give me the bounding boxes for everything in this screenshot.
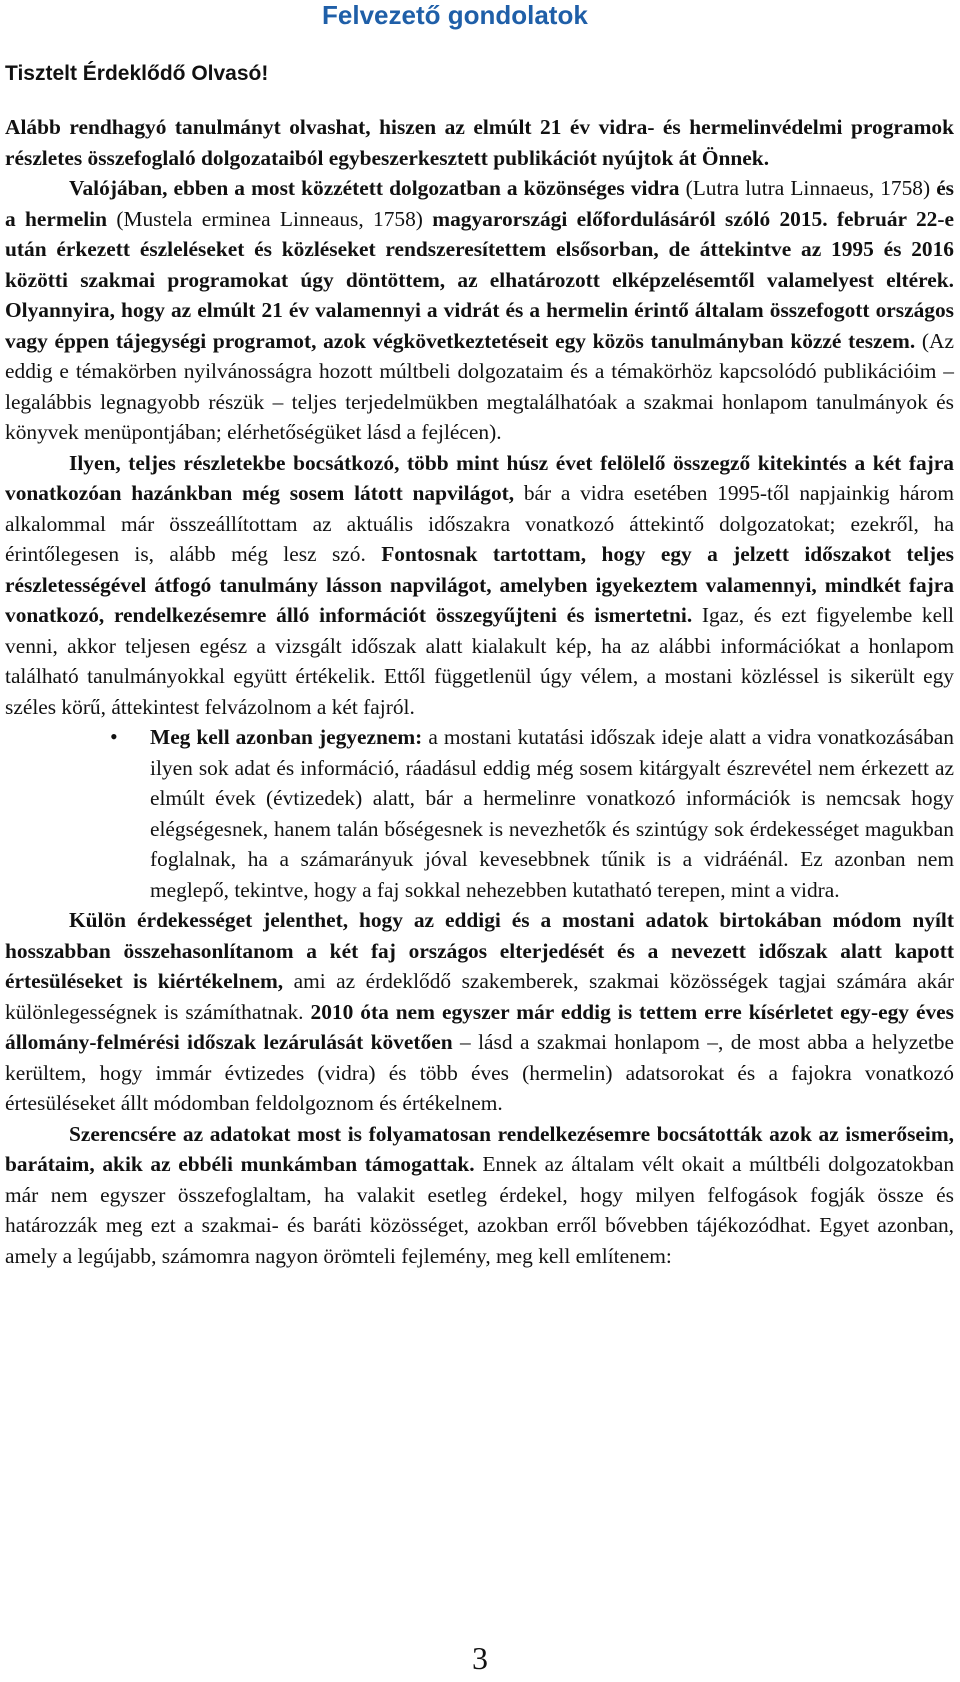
note-text: a mostani kutatási időszak ideje alatt a vidra vonatkozásában ilyen sok adat és információ, ráadásul eddig még sosem kitárgyalt észrevétel nem érkezett az elmúlt évek (évtizedek) alatt, bár a hermelinre vonatkozó információk is nemcsak hogy elégségesnek, hanem talán bőségesnek is nevezhetők és szintúgy sok érdekességet magukban foglalnak, ha a számarányuk jóval kevesebbnek tűnik is a vidráénál. Ez azonban nem meglepő, tekintve, hogy a faj sokkal nehezebben kutatható terepen, mint a vidra. [150,725,954,902]
note-list [5,722,954,905]
overview-text-2: Igaz, és ezt figyelembe kell venni, akkor teljesen egész a vizsgált időszak alatt kialakult kép, ha az alábbi információkat a honlapom található tanulmányokkal együtt értékelik. Ettől függetlenül úgy vélem, a mostani közléssel is sikerült egy széles körű, áttekintest felvázolnom a két fajról. [5,603,954,719]
paragraph-intro [5,112,954,448]
comparison-text-1: ami az érdeklődő szakemberek, szakmai közösségek tagjai számára akár különlegességnek is számíthatnak. [5,969,954,1024]
comparison-bold-2: 2010 óta nem egyszer már eddig is tettem erre kísérletet egy-egy éves állomány-felmérési időszak lezárulását követően [5,999,954,1054]
overview-bold-1: Ilyen, teljes részletekbe bocsátkozó, több mint húsz évet felölelő összegző kitekintés a két fajra vonatkozóan hazánkban még sosem látott napvilágot, [5,450,954,505]
paragraph-comparison [5,905,954,1119]
overview-bold-2: Fontosnak tartottam, hogy egy a jelzett időszakot teljes részletességével átfogó tanulmány lásson napvilágot, amelyben igyekeztem valamennyi, mindkét fajra vonatkozó, rendelkezésemre álló információt összegyűjteni és ismertetni. [5,542,954,627]
intro-text-2: (Mustela erminea Linneaus, 1758) [107,206,433,231]
comparison-text-2: – lásd a szakmai honlapom –, de most abba a helyzetbe kerültem, hogy immár évtizedes (vidra) és több éves (hermelin) adatsorokat és a fajokra vonatkozó értesüléseket állt módomban feldolgoznom és értékelnem. [5,1030,954,1115]
intro-text-3: (Az eddig e témakörben nyilvánosságra hozott múltbeli dolgozataim és a témakörhöz kapcsolódó publikációim – legalábbis legnagyobb részük – teljes terjedelmükben megtalálhatóak a szakmai honlapom tanulmányok és könyvek menüpontjában; elérhetőségüket lásd a fejlécen). [5,328,954,444]
intro-bold-2: Valójában, ebben a most közzétett dolgozatban a közönséges vidra [69,176,680,200]
intro-bold-4: magyarországi előfordulásáról szóló 2015. február 22-e után érkezett észleléseket és közléseket rendszeresítettem elsősorban, de áttekintve az 1995 és 2016 közötti szakmai programokat úgy döntöttem, az elhatározott elképzelésemtől valamelyest eltérek. Olyannyira, hogy az elmúlt 21 év valamennyi a vidrát és a hermelin érintő általam összefogott országos vagy éppen tájegységi programot, azok végkövetkeztetéseit egy közös tanulmányban közzé teszem. [5,206,954,353]
intro-text-1: (Lutra lutra Linnaeus, 1758) [679,176,937,200]
comparison-bold-1: Külön érdekességet jelenthet, hogy az eddigi és a mostani adatok birtokában módom nyílt hosszabban összehasonlítanom a két faj országos elterjedését és a nevezett időszak alatt kapott értesüléseket is kiértékelnem, [5,908,954,993]
note-bold: Meg kell azonban jegyeznem: [150,725,423,749]
thanks-text: Ennek az általam vélt okait a múltbéli dolgozatokban már nem egyszer összefoglaltam, ha valakit esetleg érdekel, hogy milyen felfogások fogják össze és határozzák meg ezt a szakmai- és baráti közösséget, azokban erről bővebben tájékozódhat. Egyet azonban, amely a legújabb, számomra nagyon örömteli fejlemény, meg kell említenem: [5,1152,955,1268]
page-number: 3 [472,1640,488,1676]
overview-text-1: bár a vidra esetében 1995-től napjainkig három alkalommal már összeállítottam az aktuális időszakra vonatkozó áttekintő dolgozatokat; ezekről, ha érintőlegesen is, alább még lesz szó. [5,481,954,566]
page-heading: Felvezető gondolatok [322,0,588,30]
paragraph-thanks [5,1119,954,1272]
greeting: Tisztelt Érdeklődő Olvasó! [5,62,269,85]
intro-bold-1: Alább rendhagyó tanulmányt olvashat, hiszen az elmúlt 21 év vidra- és hermelinvédelmi programok részletes összefoglaló dolgozataiból egybeszerkesztett publikációt nyújtok át Önnek. [5,115,954,170]
note-list-item [110,722,954,905]
body-text [5,112,954,1271]
bullet-icon: • [110,724,118,749]
paragraph-overview [5,448,954,723]
thanks-bold: Szerencsére az adatokat most is folyamatosan rendelkezésemre bocsátották azok az ismerőseim, barátaim, akik az ebbéli munkámban támogattak. [5,1121,954,1176]
intro-bold-3: és a hermelin [5,176,955,231]
